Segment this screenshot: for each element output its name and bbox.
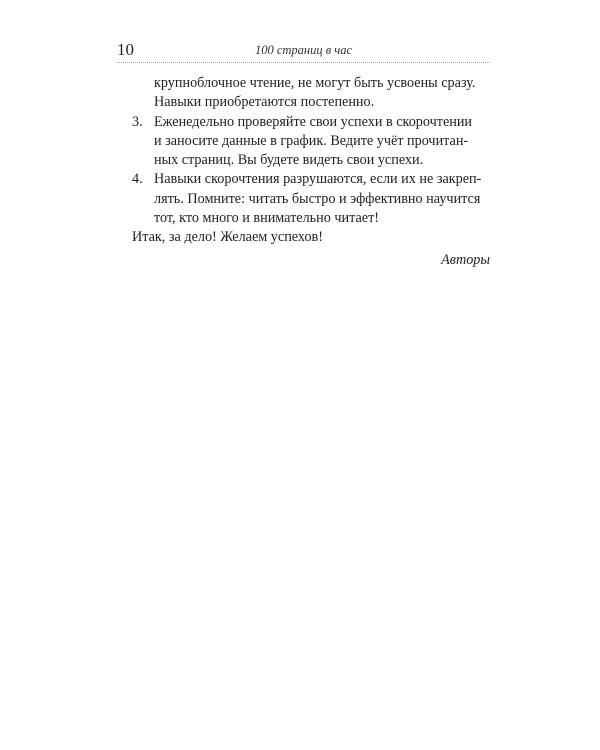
text-line: и заносите данные в график. Ведите учёт прочитан- [154, 132, 469, 149]
continued-paragraph [117, 74, 490, 113]
text-line: ных страниц. Вы будете видеть свои успехи. [154, 152, 424, 169]
page-number: 10 [117, 40, 134, 59]
running-title: 100 страниц в час [254, 43, 353, 57]
text-line: лять. Помните: читать быстро и эффективно научится [154, 190, 481, 207]
text-line: тот, кто много и внимательно читает! [154, 210, 380, 227]
text-line: крупноблочное чтение, не могут быть усвоены сразу. [154, 75, 476, 91]
page-header [117, 40, 490, 63]
page-body [117, 74, 490, 270]
signature: Авторы [441, 251, 490, 268]
text-line: Навыки приобретаются постепенно. [154, 94, 375, 111]
list-item-4 [117, 170, 490, 228]
list-item-number: 3. [132, 113, 143, 130]
text-line: Еженедельно проверяйте свои успехи в скорочтении [154, 113, 473, 130]
list-item-3 [117, 113, 490, 171]
text-line: Навыки скорочтения разрушаются, если их не закреп- [154, 171, 482, 188]
list-item-number: 4. [132, 171, 143, 188]
closing-line: Итак, за дело! Желаем успехов! [132, 229, 323, 246]
